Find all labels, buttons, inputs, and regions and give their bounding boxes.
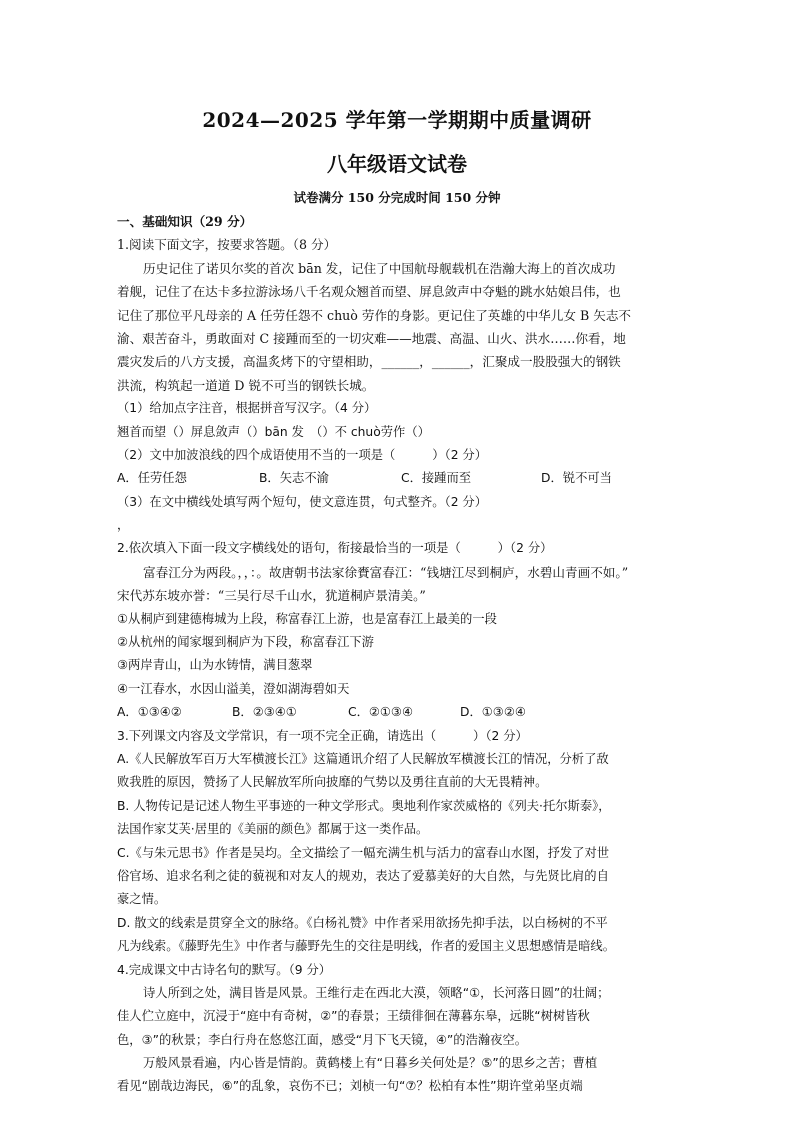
q1-stem: 1.阅读下面文字，按要求答题。（8 分） <box>117 237 337 253</box>
q1-sub2: （2）文中加波浪线的四个成语使用不当的一项是（ ）（2 分） <box>117 447 488 462</box>
exam-title: 2024—2025 学年第一学期期中质量调研 <box>202 108 592 132</box>
q4-para1-line: 佳人伫立庭中，沉浸于“庭中有奇树，②”的春景；王绩徘徊在薄暮东皋，远眺“树树皆秋 <box>117 1009 590 1024</box>
q1-sub2-options <box>117 467 682 490</box>
option-b: B．②③④① <box>232 705 297 720</box>
option-a: A．任劳任怨 <box>117 471 187 486</box>
q2-passage-line: 富春江分为两段。，，：。故唐朝书法家徐賚富春江：“钱塘江尽到桐庐，水碧山青画不如。” <box>143 564 629 580</box>
q4-para2-line: 万般风景看遍，内心皆是情韵。黄鹤楼上有“日暮乡关何处是？⑤”的思乡之苦；曹植 <box>143 1056 598 1071</box>
option-c: C．②①③④ <box>348 705 413 720</box>
q3-option-d-line: 凡为线索。《藤野先生》中作者与藤野先生的交往是明线，作者的爱国主义思想感情是暗线。 <box>117 939 616 954</box>
section-heading: 一、基础知识（29 分） <box>117 214 253 229</box>
q1-passage-line: 记住了那位平凡母亲的 A 任劳任怨不 chuò 劳作的身影。更记住了英雄的中华儿女 B 矢志不 <box>117 307 632 323</box>
q3-option-a-line: A.《人民解放军百万大军横渡长江》这篇通讯介绍了人民解放军横渡长江的情况，分析了敌 <box>117 751 609 766</box>
q2-item: ③两岸青山，山为水铸情，满目葱翠 <box>117 658 313 673</box>
option-c: C．接踵而至 <box>401 471 472 486</box>
q1-passage-line: 着舰，记住了在达卡多拉游泳场八千名观众翘首而望、屏息敛声中夺魁的跳水姑娘吕伟，也 <box>117 284 621 300</box>
q3-option-c-line: 豪之情。 <box>117 892 167 907</box>
exam-info: 试卷满分 150 分完成时间 150 分钟 <box>293 190 501 205</box>
q3-stem: 3.下列课文内容及文学常识，有一项不完全正确，请选出（ ）（2 分） <box>117 728 528 743</box>
q2-item: ②从杭州的闻家堰到桐庐为下段，称富春江下游 <box>117 635 374 650</box>
q2-stem: 2.依次填入下面一段文字横线处的语句，衔接最恰当的一项是（ ）（2 分） <box>117 541 553 556</box>
q1-passage-line: 渝、艰苦奋斗，勇敢面对 C 接踵而至的一切灾难——地震、高温、山火、洪水……你看，地 <box>117 330 626 346</box>
q3-option-c-line: C.《与朱元思书》作者是吴均。全文描绘了一幅充满生机与活力的富春山水图，抒发了对世 <box>117 845 610 860</box>
q2-passage-line: 宋代苏东坡亦誉：“三吴行尽千山水，犹道桐庐景清美。” <box>117 588 426 604</box>
q3-option-b-line: B. 人物传记是记述人物生平事迹的一种文学形式。奥地利作家茨威格的《列夫·托尔斯泰》， <box>117 798 611 813</box>
exam-body <box>117 210 682 1099</box>
q4-stem: 4.完成课文中古诗名句的默写。（9 分） <box>117 962 332 977</box>
option-d: D．锐不可当 <box>541 471 612 486</box>
q1-passage-line: 洪流，构筑起一道道 D 锐不可当的钢铁长城。 <box>117 377 375 393</box>
q4-para2-line: 看见“剧哉边海民，⑥”的乱象，哀伤不已；刘桢一句“⑦？松柏有本性”期许堂弟坚贞端 <box>117 1079 583 1094</box>
q1-passage-line: 历史记住了诺贝尔奖的首次 bān 发，记住了中国航母舰载机在浩瀚大海上的首次成功 <box>143 260 616 276</box>
exam-subtitle: 八年级语文试卷 <box>327 152 467 176</box>
q2-options <box>117 701 682 724</box>
q3-option-d-line: D. 散文的线索是贯穿全文的脉络。《白杨礼赞》中作者采用欲扬先抑手法，以白杨树的不平 <box>117 915 608 930</box>
option-a: A．①③④② <box>117 705 182 720</box>
q3-option-c-line: 俗官场、追求名利之徒的藐视和对友人的规劝，表达了爱慕美好的大自然，与先贤比肩的自 <box>117 868 609 883</box>
option-d: D．①③②④ <box>460 705 526 720</box>
q3-option-a-line: 败我胜的原因，赞扬了人民解放军所向披靡的气势以及勇往直前的大无畏精神。 <box>117 775 548 790</box>
q1-sub1-items: 翘首而望（）屏息敛声（）bān 发 （）不 chuò劳作（） <box>117 424 430 439</box>
q4-para1-line: 色，③”的秋景；李白行舟在悠悠江面，感受“月下飞天镜，④”的浩瀚夜空。 <box>117 1032 528 1047</box>
q1-sub1: （1）给加点字注音，根据拼音写汉字。（4 分） <box>117 401 377 416</box>
q1-sub3: （3）在文中横线处填写两个短句，使文意连贯，句式整齐。（2 分） <box>117 494 488 509</box>
q1-passage-line: 震灾发后的八方支援，高温炙烤下的守望相助，______，______，汇聚成一股股强大的钢铁 <box>117 354 621 370</box>
q2-item: ①从桐庐到建德梅城为上段，称富春江上游，也是富春江上最美的一段 <box>117 611 497 626</box>
q1-sub3-blank: ， <box>117 518 130 533</box>
q3-option-b-line: 法国作家艾芙·居里的《美丽的颜色》都属于这一类作品。 <box>117 822 429 837</box>
q4-para1-line: 诗人所到之处，满目皆是风景。王维行走在西北大漠，领略“①，长河落日圆”的壮阔； <box>143 985 610 1000</box>
option-b: B．矢志不渝 <box>259 471 329 486</box>
q2-item: ④一江春水，水因山溢美，澄如湖海碧如天 <box>117 681 350 696</box>
